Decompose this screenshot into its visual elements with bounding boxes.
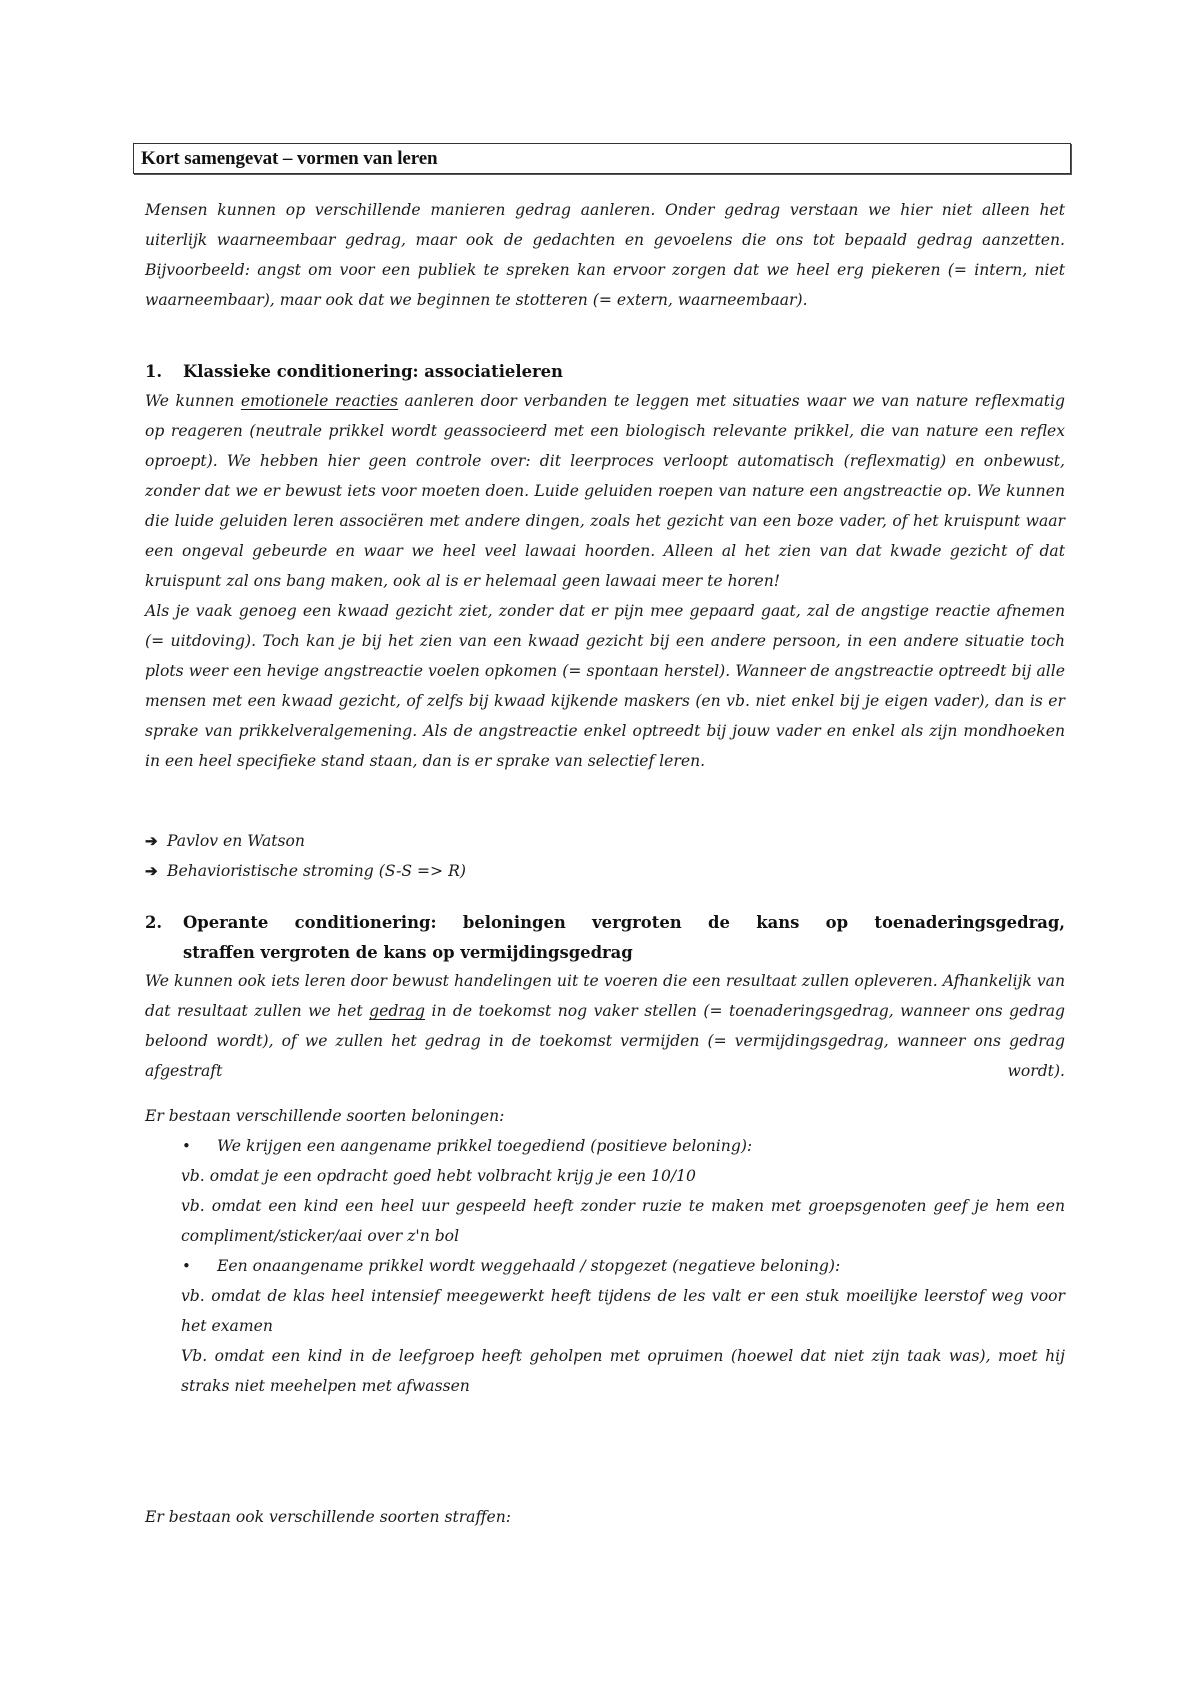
text-run: We kunnen (145, 392, 241, 410)
text-run: in de toekomst nog vaker stellen (= toenaderingsgedrag, wanneer ons gedrag beloond wordt), of we zullen het gedrag in de toekomst vermijden (= vermijdingsgedrag, wanneer ons gedrag afgestraft wordt). (145, 1002, 1065, 1080)
section-2-number: 2. (145, 913, 163, 932)
document-title: Kort samengevat – vormen van leren (141, 148, 438, 169)
reward-example: vb. omdat een kind een heel uur gespeeld heeft zonder ruzie te maken met groepsgenoten geef je hem een compliment/sticker/aai over z'n bol (181, 1197, 1065, 1245)
arrow-item (145, 826, 1065, 856)
title-box (133, 143, 1071, 174)
reward-example: vb. omdat je een opdracht goed hebt volbracht krijg je een 10/10 (181, 1167, 696, 1185)
text-run: aanleren door verbanden te leggen met situaties waar we van nature reflexmatig op reageren (neutrale prikkel wordt geassocieerd met een biologisch relevante prikkel, die van nature een reflex oproept). We hebben hier geen controle over: dit leerproces verloopt automatisch (reflexmatig) en onbewust, zonder dat we er bewust iets voor moeten doen. Luide geluiden roepen van nature een angstreactie op. We kunnen die luide geluiden leren associëren met andere dingen, zoals het gezicht van een boze vader, of het kruispunt waar een ongeval gebeurde en waar we heel veel lawaai hoorden. Alleen al het zien van dat kwade gezicht of dat kruispunt zal ons bang maken, ook al is er helemaal geen lawaai meer te horen! (145, 392, 1066, 590)
section-1-paragraph-2 (145, 596, 1065, 776)
section-2-heading (145, 908, 1065, 968)
reward-item-label: Een onaangename prikkel wordt weggehaald / stopgezet (negatieve beloning): (217, 1257, 841, 1275)
section-2-paragraph-1 (145, 966, 1065, 1086)
punishments-intro-text: Er bestaan ook verschillende soorten straffen: (145, 1508, 512, 1526)
reward-item-label-row (145, 1251, 1065, 1281)
section-1-heading (145, 357, 1065, 387)
section-1-paragraph-1-text (145, 386, 1065, 596)
section-1-title: Klassieke conditionering: associatieleren (183, 362, 563, 381)
arrow-right-icon: ➔ (145, 862, 158, 880)
section-2-title-line-1: Operante conditionering: beloningen vergroten de kans op toenaderingsgedrag, (183, 913, 1065, 932)
underlined-term-gedrag: gedrag (369, 1002, 426, 1020)
text-run: We kunnen ook iets leren door bewust handelingen uit te voeren die een resultaat zullen opleveren. Afhankelijk van dat resultaat zullen we het (145, 972, 1065, 1020)
rewards-list (145, 1131, 1065, 1401)
rewards-intro-text: Er bestaan verschillende soorten beloningen: (145, 1107, 505, 1125)
arrow-item-text: Behavioristische stroming (S-S => R) (167, 862, 466, 880)
section-1-number: 1. (145, 362, 163, 381)
reward-item-label-row (145, 1131, 1065, 1161)
punishments-intro (145, 1502, 1065, 1532)
reward-item-negative (145, 1251, 1065, 1401)
intro-paragraph (145, 195, 1065, 315)
reward-example: vb. omdat de klas heel intensief meegewerkt heeft tijdens de les valt er een stuk moeilijke leerstof weg voor het examen (181, 1287, 1065, 1335)
intro-text: Mensen kunnen op verschillende manieren gedrag aanleren. Onder gedrag verstaan we hier niet alleen het uiterlijk waarneembaar gedrag, maar ook de gedachten en gevoelens die ons tot bepaald gedrag aanzetten. Bijvoorbeeld: angst om voor een publiek te spreken kan ervoor zorgen dat we heel erg piekeren (= intern, niet waarneembaar), maar ook dat we beginnen te stotteren (= extern, waarneembaar). (145, 201, 1065, 309)
bullet-icon: • (182, 1257, 191, 1275)
bullet-icon: • (182, 1137, 191, 1155)
rewards-intro (145, 1101, 1065, 1131)
underlined-term-emotionele-reacties: emotionele reacties (240, 392, 399, 410)
section-1-arrow-list (145, 826, 1065, 886)
arrow-item-text: Pavlov en Watson (167, 832, 305, 850)
reward-item-label: We krijgen een aangename prikkel toegediend (positieve beloning): (217, 1137, 753, 1155)
arrow-right-icon: ➔ (145, 832, 158, 850)
reward-item-positive (145, 1131, 1065, 1251)
section-1-paragraph-2-text: Als je vaak genoeg een kwaad gezicht ziet, zonder dat er pijn mee gepaard gaat, zal de angstige reactie afnemen (= uitdoving). Toch kan je bij het zien van een kwaad gezicht bij een andere persoon, in een andere situatie toch plots weer een hevige angstreactie voelen opkomen (= spontaan herstel). Wanneer de angstreactie optreedt bij alle mensen met een kwaad gezicht, of zelfs bij kwaad kijkende maskers (en vb. niet enkel bij je eigen vader), dan is er sprake van prikkelveralgemening. Als de angstreactie enkel optreedt bij jouw vader en enkel als zijn mondhoeken in een heel specifieke stand staan, dan is er sprake van selectief leren. (145, 602, 1065, 770)
section-2-title-line-2: straffen vergroten de kans op vermijdingsgedrag (183, 943, 633, 962)
section-2-paragraph-1-text (145, 966, 1065, 1086)
arrow-item (145, 856, 1065, 886)
section-1-paragraph-1 (145, 386, 1065, 596)
reward-example: Vb. omdat een kind in de leefgroep heeft geholpen met opruimen (hoewel dat niet zijn taak was), moet hij straks niet meehelpen met afwassen (181, 1347, 1065, 1395)
